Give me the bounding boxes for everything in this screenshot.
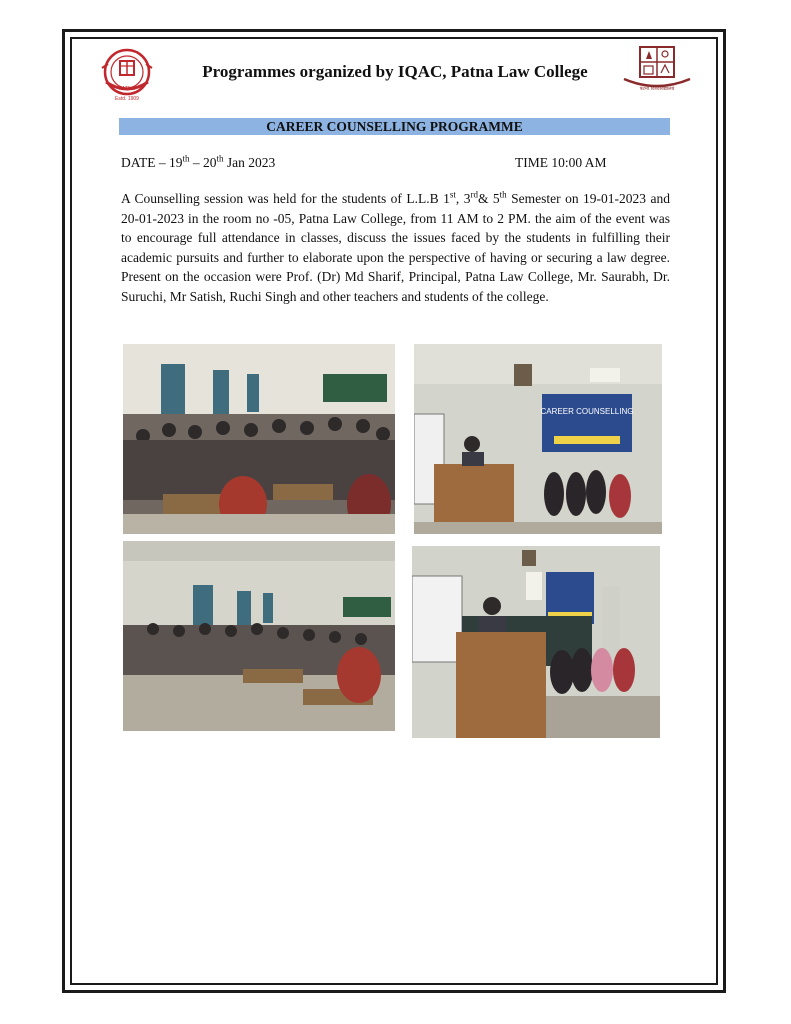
para-part-4: Semester on 19-01-2023 and 20-01-2023 in the room no -05, Patna Law College, from 11 AM to 2 PM. the aim of the event was to encourage full attendance in classes, discuss the issues faced by the students in fulfilling their academic pursuits and further to elaborate upon the perspective of having or securing a law degree. Present on the occasion were Prof. (Dr) Md Sharif, Principal, Patna Law College, Mr. Saurabh, Dr. Suruchi, Mr Satish, Ruchi Singh and other teachers and students of the college. [121, 191, 670, 304]
para-part-3: & 5 [477, 191, 500, 206]
event-time: TIME 10:00 AM [515, 155, 607, 170]
logo-left-estd: Estd. 1909 [115, 96, 139, 102]
date-sup-1: th [182, 153, 190, 164]
logo-right-text: पटना विश्वविद्यालय [639, 86, 675, 92]
date-suffix: Jan 2023 [223, 155, 276, 170]
programme-banner: CAREER COUNSELLING PROGRAMME [119, 118, 670, 135]
photo-classroom-audience-2 [123, 541, 395, 731]
university-logo-right [620, 43, 694, 93]
date-mid: – 20 [189, 155, 217, 170]
photo-2-banner-text: CAREER COUNSELLING [540, 407, 634, 416]
page-title: Programmes organized by IQAC, Patna Law College [202, 62, 588, 81]
photo-speaker-podium-1 [414, 344, 662, 534]
college-logo-left [98, 46, 156, 102]
event-date [121, 155, 275, 171]
event-description [121, 189, 670, 307]
para-sup-2: rd [470, 189, 478, 200]
date-prefix: DATE – 19 [121, 155, 183, 170]
para-part-2: , 3 [455, 191, 471, 206]
date-sup-2: th [216, 153, 224, 164]
para-sup-3: th [499, 189, 507, 200]
para-part-1: A Counselling session was held for the students of L.L.B 1 [121, 191, 450, 206]
logo-left-text: PATNA [119, 86, 135, 92]
photo-classroom-audience-1 [123, 344, 395, 534]
para-sup-1: st [449, 189, 456, 200]
photo-speaker-podium-2 [412, 546, 660, 738]
